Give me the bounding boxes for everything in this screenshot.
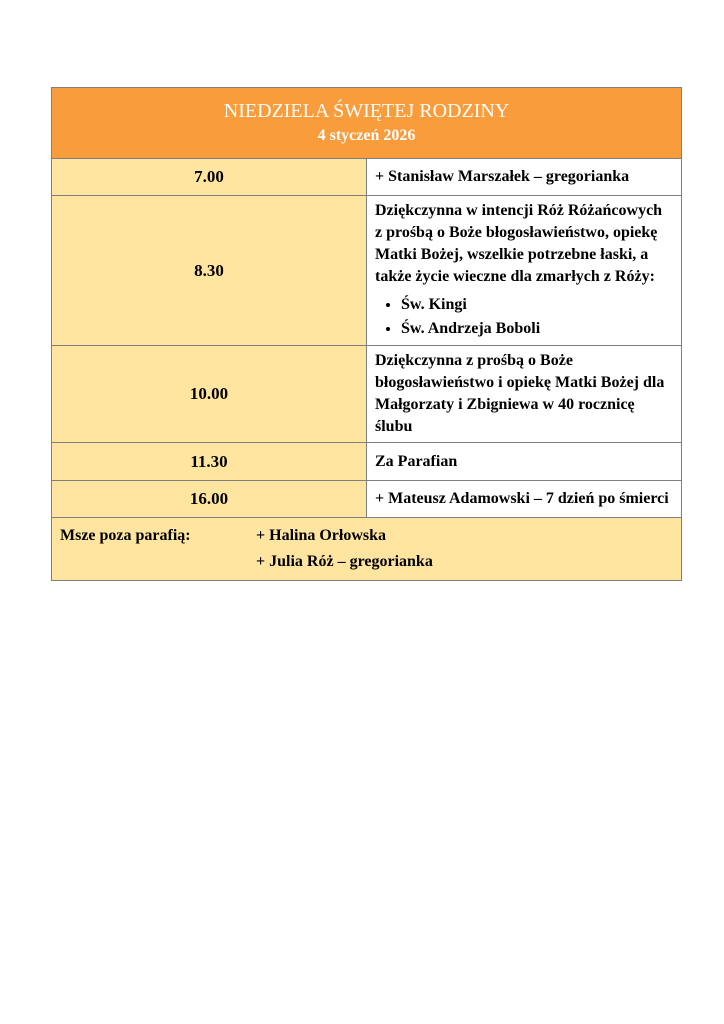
mass-time: 8.30 [52,196,367,346]
mass-intention: + Stanisław Marszałek – gregorianka [367,159,682,196]
mass-row [52,159,682,196]
list-item: + Halina Orłowska [256,527,387,544]
mass-time: 10.00 [52,346,367,443]
list-item: + Julia Róż – gregorianka [256,553,433,570]
mass-intention: + Mateusz Adamowski – 7 dzień po śmierci [367,481,682,518]
mass-intention: Za Parafian [367,443,682,481]
mass-row [52,346,682,443]
list-item: • Św. Andrzeja Boboli [401,317,673,341]
mass-schedule-table [51,87,682,581]
rose-list [375,293,673,341]
mass-time: 7.00 [52,159,367,196]
list-item: • Św. Kingi [401,293,673,317]
mass-intention-cell [367,196,682,346]
page-title: NIEDZIELA ŚWIĘTEJ RODZINY [223,100,510,122]
mass-time: 11.30 [52,443,367,481]
footer-row [52,518,682,581]
header-row [52,88,682,159]
mass-row [52,196,682,346]
footer-items [256,525,433,576]
header-cell [52,88,682,159]
footer-cell [52,518,682,581]
page-date: 4 styczeń 2026 [317,127,416,144]
mass-row [52,481,682,518]
mass-row [52,443,682,481]
mass-intention: Dziękczynna w intencji Róż Różańcowych z prośbą o Boże błogosławieństwo, opiekę Matki Bożej, wszelkie potrzebne łaski, a także życie wieczne dla zmarłych z Róży: [375,202,663,285]
footer-label: Msze poza parafią: [60,527,191,544]
mass-time: 16.00 [52,481,367,518]
mass-intention: Dziękczynna z prośbą o Boże błogosławieństwo i opiekę Matki Bożej dla Małgorzaty i Zbigniewa w 40 rocznicę ślubu [367,346,682,443]
